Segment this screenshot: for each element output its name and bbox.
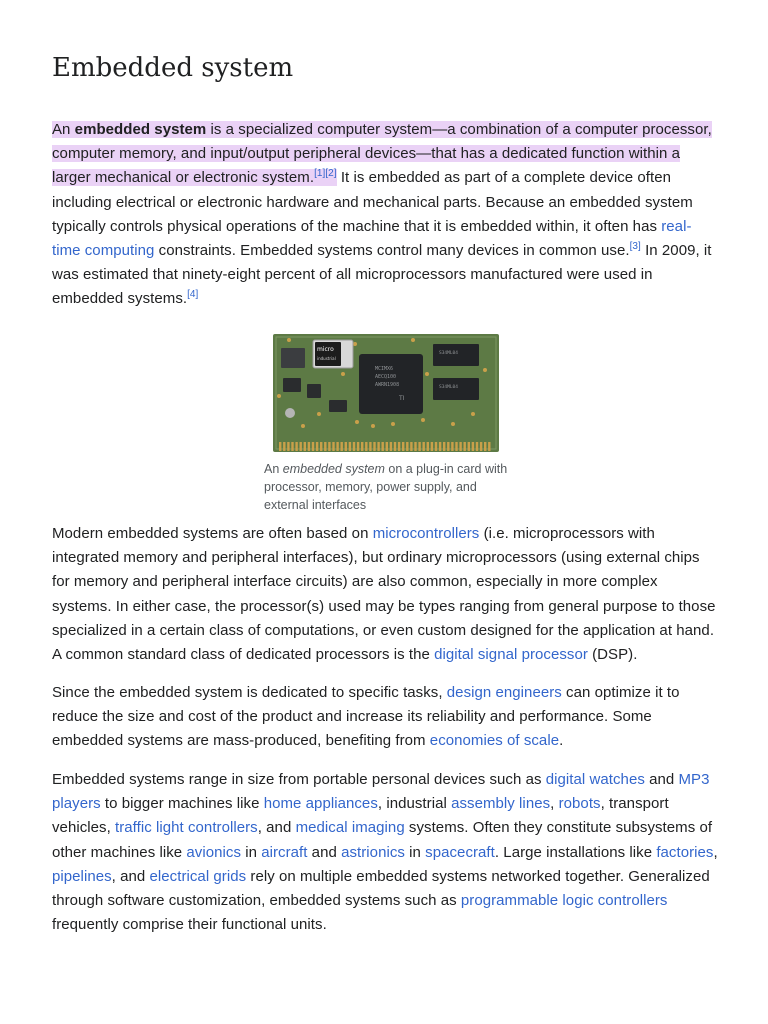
connector-finger [488,442,490,451]
solder-pad [421,418,425,422]
text-run: Embedded systems range in size from portable personal devices such as [52,771,546,788]
text-run: It is embedded as part of a complete device often including electrical or electronic hardware and mechanical parts. Because an embedded system typically controls physical operations of the machine that it is embedded within, it often has [52,169,693,235]
connector-finger [308,442,310,451]
caption-text: An [264,462,283,476]
link-medical-imaging[interactable]: medical imaging [295,819,405,837]
connector-finger [332,442,334,451]
sd-label-small: industrial [317,356,336,361]
connector-finger [365,442,367,451]
intro-paragraph [52,118,718,312]
solder-pad [411,338,415,342]
link-design-engineers[interactable]: design engineers [446,684,562,701]
connector-finger [287,442,289,451]
page-title: Embedded system [52,53,294,83]
connector-finger [386,442,388,451]
link-electrical-grids[interactable]: electrical grids [149,867,247,885]
text-run: (DSP). [587,646,638,664]
text-run: constraints. Embedded systems control many devices in common use. [154,242,630,260]
connector-finger [406,442,408,451]
text-run: . [559,732,564,750]
link-programmable-logic-controllers[interactable]: programmable logic controllers [460,892,668,910]
connector-finger [373,442,375,451]
text-run: in [404,843,426,861]
solder-pad [287,338,291,342]
connector-finger [283,442,285,451]
text-run: systems. Often they constitute subsystems of other machines like [52,819,713,861]
connector-finger [447,442,449,451]
chip-marking: MCIMX6 [375,366,394,372]
connector-finger [312,442,314,451]
connector-finger [320,442,322,451]
solder-pad [301,424,305,428]
link-pipelines[interactable]: pipelines [52,867,112,885]
text-run: frequently comprise their functional units. [52,916,327,934]
connector-finger [377,442,379,451]
connector-finger [476,442,478,451]
connector-finger [361,442,363,451]
link-microcontrollers[interactable]: microcontrollers [372,525,480,542]
connector-finger [279,442,281,451]
connector-finger [324,442,326,451]
citation-link[interactable]: [2] [325,168,337,180]
capacitor [285,408,295,418]
text-run: In 2009, it was estimated that ninety-eight percent of all microprocessors manufactured were used in embedded systems. [52,242,712,308]
connector-finger [464,442,466,451]
text-run: , [550,795,559,813]
solder-pad [425,372,429,376]
connector-finger [390,442,392,451]
text-run: An [52,121,75,138]
connector-finger [341,442,343,451]
connector-finger [349,442,351,451]
connector-finger [443,442,445,451]
connector-finger [295,442,297,451]
connector-finger [418,442,420,451]
text-run: , transport vehicles, [52,795,669,837]
citation-link[interactable]: [1] [314,168,326,180]
connector-finger [455,442,457,451]
paragraph-design-engineers [52,681,718,754]
connector-finger [291,442,293,451]
connector-finger [357,442,359,451]
text-run: in [241,843,262,861]
connector-finger [431,442,433,451]
connector-finger [439,442,441,451]
text-run: can optimize it to reduce the size and cost of the product and increase its reliability and performance. Some embedded systems are mass-produced, benefiting from [52,684,680,750]
connector-finger [382,442,384,451]
solder-pad [353,342,357,346]
link-robots[interactable]: robots [558,795,601,813]
chip-marking: AECQ100 [375,374,397,380]
caption-text: on a plug-in card with processor, memory, power supply, and external interfaces [264,462,508,513]
connector-finger [345,442,347,451]
solder-pad [371,424,375,428]
link-home-appliances[interactable]: home appliances [263,795,378,813]
text-run: , and [111,867,150,885]
connector-finger [410,442,412,451]
connector-finger [472,442,474,451]
small-ic [307,384,321,398]
connector-finger [451,442,453,451]
text-run: Modern embedded systems are often based on [52,525,373,542]
solder-pad [277,394,281,398]
connector-finger [369,442,371,451]
citation-4[interactable] [187,289,198,300]
caption-term: embedded system [282,462,385,476]
solder-pad [355,420,359,424]
citation-link[interactable]: [3] [629,241,641,253]
solder-pad [471,412,475,416]
link-assembly-lines[interactable]: assembly lines [451,795,551,813]
link-factories[interactable]: factories [656,843,714,861]
link-mp3-players[interactable]: MP3 players [52,771,710,813]
text-run: , and [257,819,296,837]
figure-caption [264,460,508,515]
connector-finger [484,442,486,451]
link-digital-signal-processor[interactable]: digital signal processor [434,646,588,664]
connector-finger [402,442,404,451]
text-run: rely on multiple embedded systems networked together. Generalized through software customization, embedded systems such as [52,867,710,910]
paragraph-microcontrollers [52,522,718,667]
sd-label: micro [317,346,334,353]
small-ic [329,400,347,412]
connector-finger [427,442,429,451]
connector-finger [468,442,470,451]
embedded-board-image[interactable] [273,334,499,452]
figure-embedded-board [264,334,508,515]
connector-finger [353,442,355,451]
link-digital-watches[interactable]: digital watches [545,771,645,788]
link-astrionics[interactable]: astrionics [341,843,405,861]
text-run: (i.e. microprocessors with integrated memory and peripheral interfaces), but ordinary microprocessors (using external chips for memory and peripheral interface circuits) are also common, especially in more complex systems. In either case, the processor(s) used may be types ranging from general purpose to those specialized in a certain class of computations, or even custom designed for the application at hand. A common standard class of dedicated processors is the [52,525,716,664]
bold-term: embedded system [74,121,207,138]
citation-3[interactable] [630,241,641,252]
solder-pad [391,422,395,426]
citation-2[interactable] [325,168,336,179]
solder-pad [341,372,345,376]
memory-chip-marking: S34ML04 [439,351,458,356]
link-aircraft[interactable]: aircraft [261,843,308,861]
paragraph-applications [52,768,718,937]
citation-link[interactable]: [4] [187,289,199,301]
solder-pad [317,412,321,416]
link-real-time-computing[interactable]: real-time computing [52,217,692,260]
connector-finger [459,442,461,451]
connector-finger [300,442,302,451]
ethernet-phy-chip [281,348,305,368]
text-run: is a specialized computer system—a combination of a computer processor, computer memory, and input/output peripheral devices—that has a dedicated function within a larger mechanical or electronic system. [52,121,712,187]
connector-finger [394,442,396,451]
text-run: , industrial [377,795,452,813]
solder-pad [451,422,455,426]
connector-finger [304,442,306,451]
citation-1[interactable] [314,168,325,179]
connector-finger [423,442,425,451]
connector-finger [398,442,400,451]
text-run: and [307,843,342,861]
link-spacecraft[interactable]: spacecraft [425,843,495,861]
connector-finger [316,442,318,451]
text-run: to bigger machines like [100,795,264,813]
connector-finger [480,442,482,451]
connector-finger [328,442,330,451]
chip-marking: AWRN1908 [375,382,400,388]
text-run: Since the embedded system is dedicated to specific tasks, [52,684,447,701]
connector-finger [414,442,416,451]
text-run: , [713,843,718,861]
solder-pad [483,368,487,372]
link-traffic-light-controllers[interactable]: traffic light controllers [115,819,258,837]
link-economies-of-scale[interactable]: economies of scale [429,732,560,750]
text-run: . Large installations like [494,843,657,861]
text-run: and [644,771,679,788]
power-regulator-chip [283,378,301,392]
connector-finger [336,442,338,451]
chip-logo-text: TI [399,395,405,402]
memory-chip-marking: S34ML04 [439,385,458,390]
connector-finger [435,442,437,451]
link-avionics[interactable]: avionics [186,843,241,861]
